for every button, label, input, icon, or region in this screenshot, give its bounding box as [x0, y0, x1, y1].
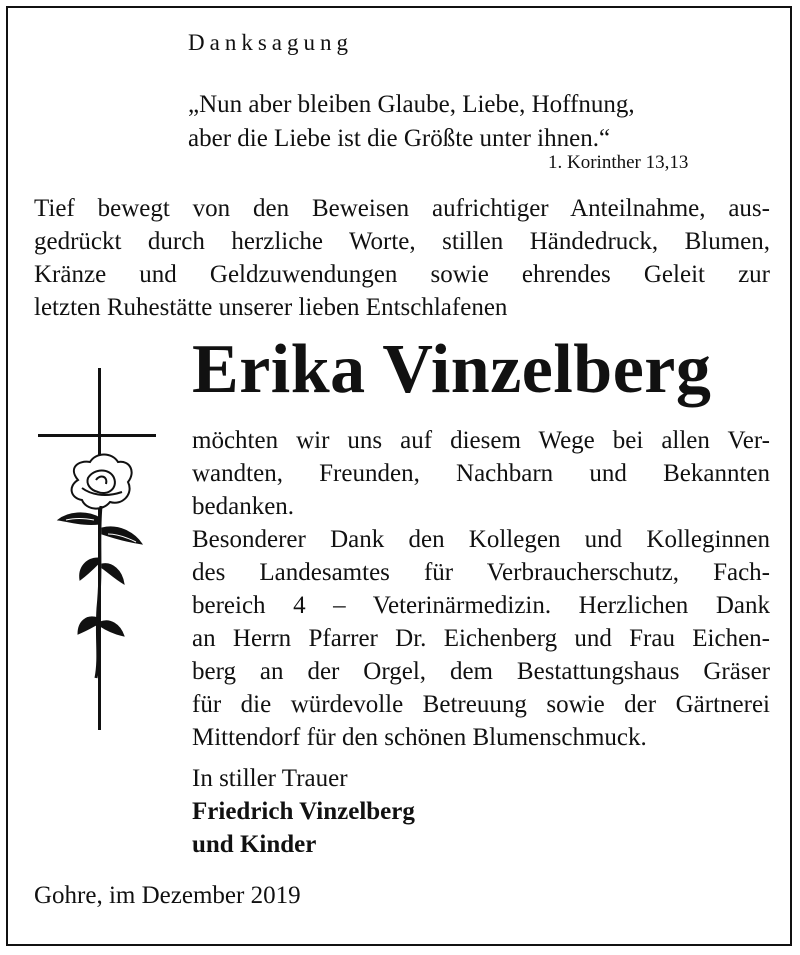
closing-block — [192, 762, 415, 861]
thanks-line: möchten wir uns auf diesem Wege bei allen Ver- — [192, 427, 770, 454]
thanks-line: wandten, Freunden, Nachbarn und Bekannten — [192, 460, 770, 487]
place-date: Gohre, im Dezember 2019 — [34, 882, 301, 909]
intro-line: letzten Ruhestätte unserer lieben Entschlafenen — [34, 294, 508, 321]
intro-line: Kränze und Geldzuwendungen sowie ehrendes Geleit zur — [34, 261, 770, 288]
thanks-paragraph — [192, 424, 770, 754]
cross-with-rose-icon — [38, 368, 164, 730]
bible-quote — [188, 88, 635, 156]
signatory-line: Friedrich Vinzelberg — [192, 798, 415, 825]
quote-line: „Nun aber bleiben Glaube, Liebe, Hoffnung, — [188, 91, 635, 118]
thanks-line: Besonderer Dank den Kollegen und Kolleginnen — [192, 526, 770, 553]
closing-phrase: In stiller Trauer — [192, 765, 348, 792]
thanks-line: bereich 4 – Veterinärmedizin. Herzlichen Dank — [192, 592, 770, 619]
thanks-line: berg an der Orgel, dem Bestattungshaus Gräser — [192, 658, 770, 685]
intro-paragraph — [34, 192, 770, 324]
thanks-line: Mittendorf für den schönen Blumenschmuck. — [192, 724, 647, 751]
thanks-line: bedanken. — [192, 493, 295, 520]
notice-heading: Danksagung — [188, 30, 353, 55]
intro-line: gedrückt durch herzliche Worte, stillen Händedruck, Blumen, — [34, 228, 770, 255]
quote-line: aber die Liebe ist die Größte unter ihnen.“ — [188, 125, 611, 152]
signatory-line: und Kinder — [192, 831, 317, 858]
intro-line: Tief bewegt von den Beweisen aufrichtiger Anteilnahme, aus- — [34, 195, 770, 222]
thanks-line: des Landesamtes für Verbraucherschutz, Fach- — [192, 559, 770, 586]
thanks-line: für die würdevolle Betreuung sowie der Gärtnerei — [192, 691, 770, 718]
quote-reference: 1. Korinther 13,13 — [548, 152, 689, 173]
deceased-name: Erika Vinzelberg — [192, 331, 712, 408]
thanks-line: an Herrn Pfarrer Dr. Eichenberg und Frau Eichen- — [192, 625, 770, 652]
